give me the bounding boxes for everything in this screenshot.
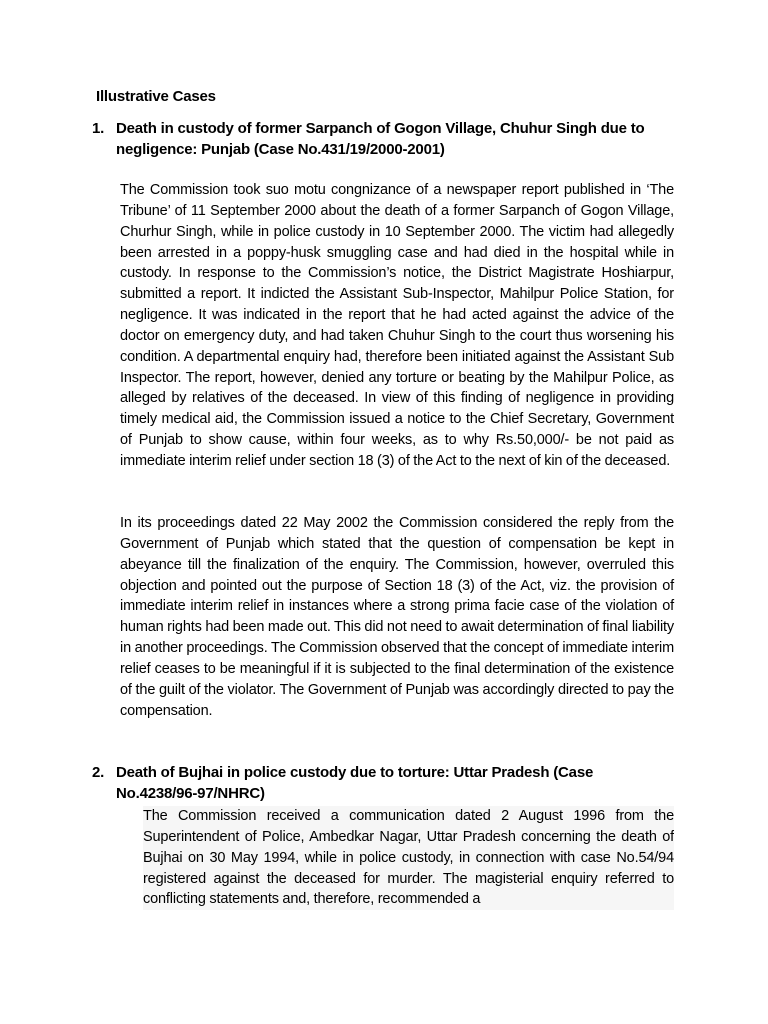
case-1-paragraph-1: The Commission took suo motu congnizance of a newspaper report published in ‘The Tribune’ of 11 September 2000 about the death of a former Sarpanch of Gogon Village, Churhur Singh, while in police custody in 10 September 2000. The victim had allegedly been arrested in a poppy-husk smuggling case and had died in the hospital while in custody. In response to the Commission’s notice, the District Magistrate Hoshiarpur, submitted a report. It indicted the Assistant Sub-Inspector, Mahilpur Police Station, for negligence. It was indicated in the report that he had acted against the advice of the doctor on emergency duty, and had taken Chuhur Singh to the court thus worsening his condition. A departmental enquiry had, therefore been initiated against the Assistant Sub Inspector. The report, however, denied any torture or beating by the Mahilpur Police, as alleged by relatives of the deceased. In view of this finding of negligence in providing timely medical aid, the Commission issued a notice to the Chief Secretary, Government of Punjab to show cause, within four weeks, as to why Rs.50,000/- be not paid as immediate interim relief under section 18 (3) of the Act to the next of kin of the deceased. <box>120 182 674 469</box>
case-1-paragraph-2: In its proceedings dated 22 May 2002 the Commission considered the reply from the Government of Punjab which stated that the question of compensation be kept in abeyance till the finalization of the enquiry. The Commission, however, overruled this objection and pointed out the purpose of Section 18 (3) of the Act, viz. the provision of immediate interim relief in instances where a strong prima facie case of the violation of human rights had been made out. This did not need to await determination of final liability in another proceedings. The Commission observed that the concept of immediate interim relief ceases to be meaningful if it is subjected to the final determination of the existence of the guilt of the violator. The Government of Punjab was accordingly directed to pay the compensation. <box>120 515 674 719</box>
case-2-paragraph-1: The Commission received a communication dated 2 August 1996 from the Superintendent of Police, Ambedkar Nagar, Uttar Pradesh concerning the death of Bujhai on 30 May 1994, while in police custody, in connection with case No.54/94 registered against the deceased for murder. The magisterial enquiry referred to conflicting statements and, therefore, recommended a <box>143 806 674 910</box>
case-2-number: 2. <box>92 764 105 781</box>
case-1-number: 1. <box>92 120 105 137</box>
case-2-title: Death of Bujhai in police custody due to torture: Uttar Pradesh (Case No.4238/96-97/NHRC) <box>116 764 594 802</box>
case-1-heading <box>92 118 672 160</box>
case-1-title: Death in custody of former Sarpanch of Gogon Village, Chuhur Singh due to negligence: Punjab (Case No.431/19/2000-2001) <box>116 120 645 158</box>
case-2-heading <box>92 762 672 804</box>
section-title: Illustrative Cases <box>96 88 216 105</box>
